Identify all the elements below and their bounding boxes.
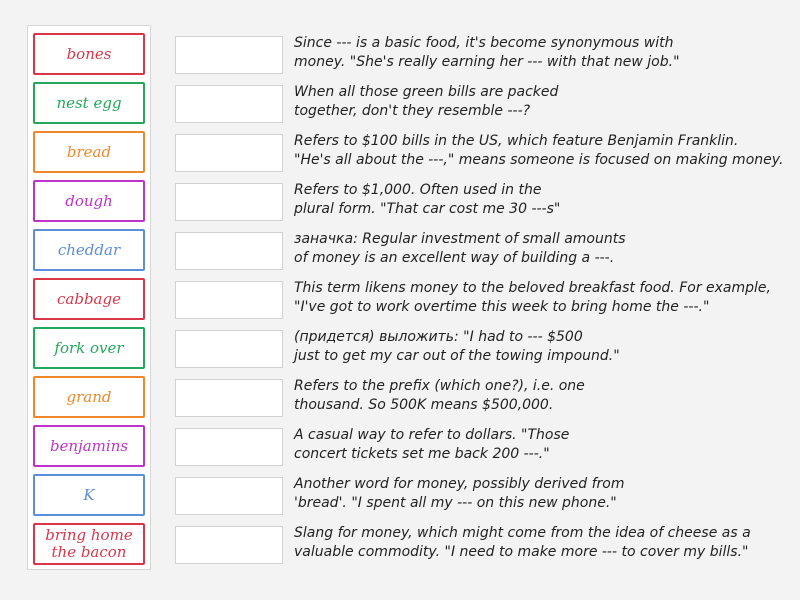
word-tile[interactable] xyxy=(33,327,145,369)
word-tile[interactable] xyxy=(33,425,145,467)
word-tile-label: bring home the bacon xyxy=(45,526,133,561)
word-tile-label: cheddar xyxy=(57,240,121,259)
answer-drop-zone[interactable] xyxy=(175,232,283,270)
clue-text: (придется) выложить: "I had to --- $500 just to get my car out of the towing impound." xyxy=(294,329,620,364)
word-tile[interactable] xyxy=(33,376,145,418)
clue-text: Slang for money, which might come from the idea of cheese as a valuable commodity. "I need to make more --- to cover my bills." xyxy=(294,525,751,560)
word-tile[interactable] xyxy=(33,82,145,124)
word-tile[interactable] xyxy=(33,474,145,516)
word-tile[interactable] xyxy=(33,229,145,271)
word-tile-label: fork over xyxy=(54,338,124,357)
word-tile-label: bread xyxy=(66,142,112,161)
answer-drop-zone[interactable] xyxy=(175,85,283,123)
word-tile-label: bones xyxy=(66,44,112,63)
word-tile[interactable] xyxy=(33,278,145,320)
word-tile-label: dough xyxy=(65,191,113,210)
clue-text: Refers to the prefix (which one?), i.e. one thousand. So 500K means $500,000. xyxy=(294,378,585,413)
answer-drop-zone[interactable] xyxy=(175,281,283,319)
word-tile[interactable] xyxy=(33,131,145,173)
clue-text: Refers to $100 bills in the US, which feature Benjamin Franklin. "He's all about the ---," means someone is focused on making money. xyxy=(294,133,784,168)
answer-drop-zone[interactable] xyxy=(175,330,283,368)
answer-drop-zone[interactable] xyxy=(175,183,283,221)
clue-text: When all those green bills are packed together, don't they resemble ---? xyxy=(294,84,559,119)
word-tile[interactable] xyxy=(33,523,145,565)
word-tile-label: K xyxy=(83,485,95,504)
answer-drop-zone[interactable] xyxy=(175,428,283,466)
clue-text: Another word for money, possibly derived from 'bread'. "I spent all my --- on this new phone." xyxy=(294,476,625,511)
word-tile[interactable] xyxy=(33,180,145,222)
clue-text: This term likens money to the beloved breakfast food. For example, "I've got to work overtime this week to bring home the ---." xyxy=(294,280,771,315)
clue-text: Refers to $1,000. Often used in the plural form. "That car cost me 30 ---s" xyxy=(294,182,561,217)
clue-text: заначка: Regular investment of small amounts of money is an excellent way of building a ---. xyxy=(294,231,626,266)
answer-drop-zone[interactable] xyxy=(175,526,283,564)
answer-drop-zone[interactable] xyxy=(175,477,283,515)
clue-text: Since --- is a basic food, it's become synonymous with money. "She's really earning her --- with that new job." xyxy=(294,35,680,70)
word-tile-label: cabbage xyxy=(57,289,121,308)
answer-drop-zone[interactable] xyxy=(175,134,283,172)
word-tile-label: nest egg xyxy=(56,93,122,112)
word-tile-label: benjamins xyxy=(49,436,129,455)
word-tile[interactable] xyxy=(33,33,145,75)
word-tile-label: grand xyxy=(66,387,112,406)
clue-text: A casual way to refer to dollars. "Those concert tickets set me back 200 ---." xyxy=(294,427,570,462)
answer-drop-zone[interactable] xyxy=(175,379,283,417)
answer-drop-zone[interactable] xyxy=(175,36,283,74)
